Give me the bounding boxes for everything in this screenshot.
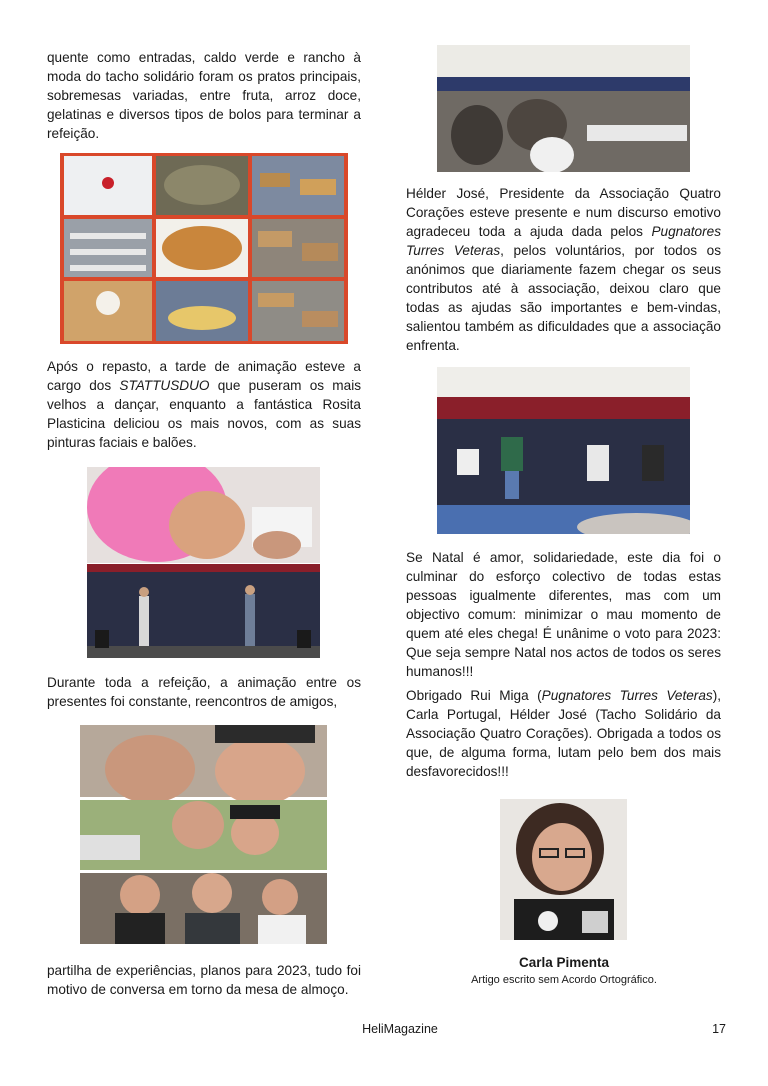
author-name: Carla Pimenta <box>518 955 610 970</box>
friends-collage-photo <box>80 725 327 944</box>
author-note: Artigo escrito sem Acordo Ortográfico. <box>471 974 657 986</box>
stage-musicians-photo <box>87 564 320 658</box>
band-name: STATTUSDUO <box>119 378 210 393</box>
face-painting-photo <box>87 467 320 563</box>
paragraph-sharing: partilha de experiências, planos para 2023, tudo foi motivo de conversa em torno da mesa de almoço. <box>47 963 361 997</box>
stage-performers-photo <box>437 367 690 534</box>
paragraph-helder: Hélder José, Presidente da Associação Quatro Corações esteve presente e num discurso emotivo agradeceu toda a ajuda dada pelos Pugnatores Turres Veteras, pelos voluntários, por todos os anónimos que diariamente fazem chegar os seus contributos até à associação, deixou claro que todas as ajudas são importantes e bem-vindas, salientou também as dificuldades que a associação enfrenta. <box>406 186 721 353</box>
paragraph-thanks: Obrigado Rui Miga (Pugnatores Turres Veteras), Carla Portugal, Hélder José (Tacho Solidário da Associação Quatro Corações). Obrigada a todos os que, de alguma forma, lutam pelo bem dos mais desfavorecidos!!! <box>406 688 721 779</box>
group-name-thanks: Pugnatores Turres Veteras <box>541 688 713 703</box>
paragraph-afternoon: Após o repasto, a tarde de animação esteve a cargo dos STATTUSDUO que puseram os mais velhos a dançar, enquanto a fantástica Rosita Plasticina deliciou os mais novos, com as suas pinturas faciais e balões. <box>47 359 362 450</box>
food-collage-photo <box>60 153 348 344</box>
group-name: Pugnatores Turres Veteras <box>406 224 721 258</box>
author-portrait-photo <box>500 799 627 940</box>
paragraph-meal: Durante toda a refeição, a animação entre os presentes foi constante, reencontros de amigos, <box>47 675 361 709</box>
footer-page-number: 17 <box>712 1022 726 1036</box>
paragraph-intro: quente como entradas, caldo verde e rancho à moda do tacho solidário foram os pratos principais, sobremesas variadas, entre fruta, arroz doce, gelatinas e diversos tipos de bolos para terminar a refeição. <box>47 50 361 141</box>
dining-hall-photo <box>437 45 690 172</box>
footer-magazine-name: HeliMagazine <box>362 1022 438 1036</box>
paragraph-natal: Se Natal é amor, solidariedade, este dia foi o culminar do esforço colectivo de todas estas pessoas igualmente diferentes, mas com um objectivo comum: minimizar o mau momento de quem até eles chega! É unânime o voto para 2023: Que seja sempre Natal nos actos de todos os seres humanos!!! <box>406 550 721 679</box>
